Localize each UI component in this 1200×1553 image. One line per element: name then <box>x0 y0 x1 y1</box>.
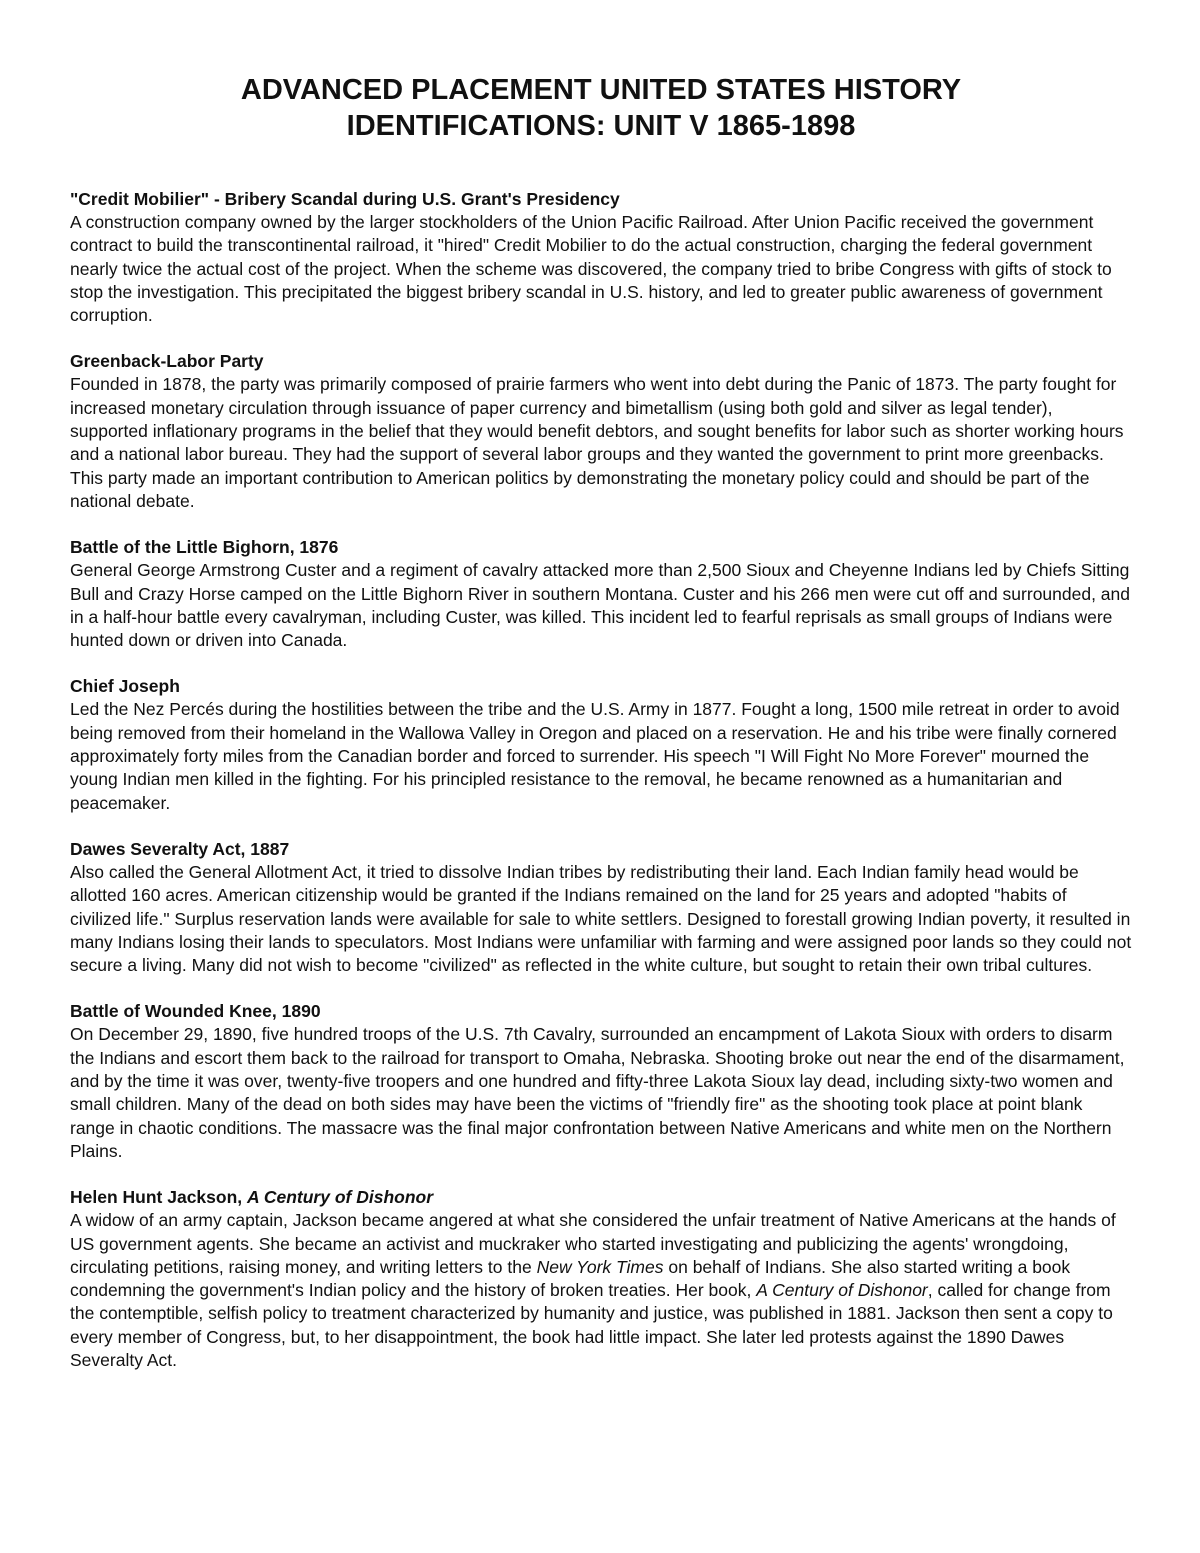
heading-book-title: A Century of Dishonor <box>247 1187 434 1208</box>
entry-heading: Battle of the Little Bighorn, 1876 <box>70 537 339 558</box>
entry-body: A construction company owned by the larger stockholders of the Union Pacific Railroad. After Union Pacific received the government contract to build the transcontinental railroad, it "hired" Credit Mobilier to do the actual construction, charging the federal government nearly twice the actual cost of the project. When the scheme was discovered, the company tried to bribe Congress with gifts of stock to stop the investigation. This precipitated the biggest bribery scandal in U.S. history, and led to greater public awareness of government corruption. <box>70 212 1112 326</box>
heading-author-name: Helen Hunt Jackson, <box>70 1187 247 1208</box>
entry-body: Also called the General Allotment Act, it tried to dissolve Indian tribes by redistributing their land. Each Indian family head would be allotted 160 acres. American citizenship would be granted if the Indians remained on the land for 25 years and adopted "habits of civilized life." Surplus reservation lands were available for sale to white settlers. Designed to forestall growing Indian poverty, it resulted in many Indians losing their lands to speculators. Most Indians were unfamiliar with farming and were assigned poor lands so they could not secure a living. Many did not wish to become "civilized" as reflected in the white culture, but sought to retain their own tribal cultures. <box>70 861 1132 976</box>
title-line-2: IDENTIFICATIONS: UNIT V 1865-1898 <box>346 110 856 142</box>
entry-heading: Chief Joseph <box>70 676 180 697</box>
entry-heading: Battle of Wounded Knee, 1890 <box>70 1001 321 1022</box>
newspaper-title: New York Times <box>536 1256 664 1277</box>
entry-body <box>70 1209 1132 1372</box>
entry-heading <box>70 1186 1132 1209</box>
book-title: A Century of Dishonor <box>756 1280 928 1301</box>
entry-body: General George Armstrong Custer and a regiment of cavalry attacked more than 2,500 Sioux and Cheyenne Indians led by Chiefs Sitting Bull and Crazy Horse camped on the Little Bighorn River in southern Montana. Custer and his 266 men were cut off and surrounded, and in a half-hour battle every cavalryman, including Custer, was killed. This incident led to fearful reprisals as small groups of Indians were hunted down or driven into Canada. <box>70 560 1131 651</box>
entry-heading: Greenback-Labor Party <box>70 351 264 372</box>
entry-credit-mobilier <box>70 188 1132 327</box>
entry-wounded-knee <box>70 1000 1132 1163</box>
entry-dawes-severalty-act <box>70 838 1132 977</box>
body-part-2: on behalf of Indians. She also started writing a book condemning the government's Indian policy and the history of broken treaties. Her book, <box>70 1256 1071 1301</box>
document-page <box>70 72 1132 1395</box>
title-line-1: ADVANCED PLACEMENT UNITED STATES HISTORY <box>240 74 962 106</box>
entry-body: Led the Nez Percés during the hostilities between the tribe and the U.S. Army in 1877. Fought a long, 1500 mile retreat in order to avoid being removed from their homeland in the Wallowa Valley in Oregon and placed on a reservation. He and his tribe were finally cornered approximately forty miles from the Canadian border and forced to surrender. His speech "I Will Fight No More Forever" mourned the young Indian men killed in the fighting. For his principled resistance to the removal, he became renowned as a humanitarian and peacemaker. <box>70 699 1120 813</box>
body-part-3: , called for change from the contemptible, selfish policy to treatment characterized by humanity and justice, was published in 1881. Jackson then sent a copy to every member of Congress, but, to her disappointment, the book had little impact. She later led protests against the 1890 Dawes Severalty Act. <box>70 1280 1113 1370</box>
entry-little-bighorn <box>70 536 1132 652</box>
entry-greenback-labor-party <box>70 350 1132 513</box>
entry-body: Founded in 1878, the party was primarily composed of prairie farmers who went into debt during the Panic of 1873. The party fought for increased monetary circulation through issuance of paper currency and bimetallism (using both gold and silver as legal tender), supported inflationary programs in the belief that they would benefit debtors, and sought benefits for labor such as shorter working hours and a national labor bureau. They had the support of several labor groups and they wanted the government to print more greenbacks. This party made an important contribution to American politics by demonstrating the monetary policy could and should be part of the national debate. <box>70 374 1124 511</box>
identifications-list <box>70 188 1132 1372</box>
entry-chief-joseph <box>70 675 1132 814</box>
entry-helen-hunt-jackson <box>70 1186 1132 1372</box>
body-part-1: A widow of an army captain, Jackson became angered at what she considered the unfair treatment of Native Americans at the hands of US government agents. She became an activist and muckraker who started investigating and publicizing the agents' wrongdoing, circulating petitions, raising money, and writing letters to the <box>70 1210 1116 1277</box>
entry-heading: "Credit Mobilier" - Bribery Scandal during U.S. Grant's Presidency <box>70 189 620 209</box>
entry-body: On December 29, 1890, five hundred troops of the U.S. 7th Cavalry, surrounded an encampment of Lakota Sioux with orders to disarm the Indians and escort them back to the railroad for transport to Omaha, Nebraska. Shooting broke out near the end of the disarmament, and by the time it was over, twenty-five troopers and one hundred and fifty-three Lakota Sioux lay dead, including sixty-two women and small children. Many of the dead on both sides may have been the victims of "friendly fire" as the shooting took place at point blank range in chaotic conditions. The massacre was the final major confrontation between Native Americans and white men on the Northern Plains. <box>70 1024 1125 1161</box>
entry-heading: Dawes Severalty Act, 1887 <box>70 838 290 859</box>
page-title <box>70 72 1132 144</box>
